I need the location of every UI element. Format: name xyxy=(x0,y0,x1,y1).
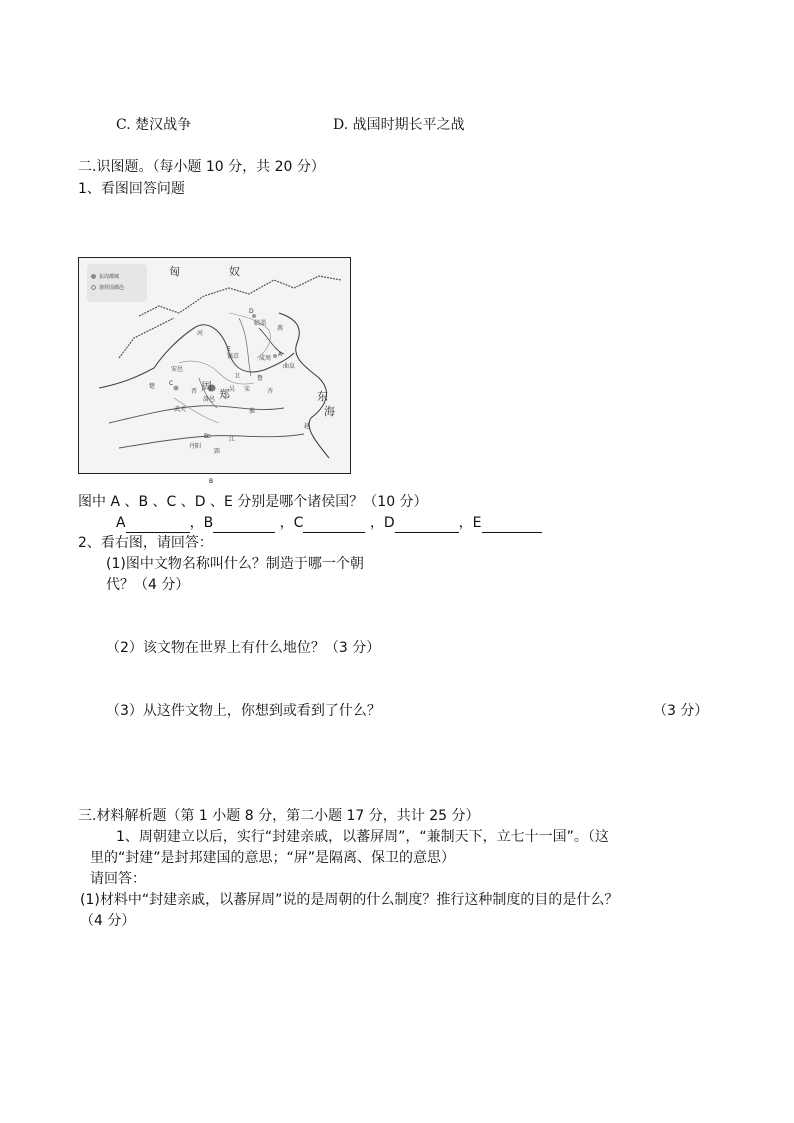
legend-capital-label: 东周都城 xyxy=(99,274,120,280)
legend-row-capital xyxy=(91,274,119,280)
map-label-he: 河 xyxy=(197,330,204,337)
please-answer: 请回答： xyxy=(90,871,146,887)
zhou-map xyxy=(78,257,351,474)
map-label-dong: 东 xyxy=(317,390,328,403)
map-label-anyi: 安邑 xyxy=(171,366,184,373)
s3-sub1-line2: （4 分） xyxy=(80,913,136,929)
map-label-wu: 吴 xyxy=(229,386,236,393)
s3-sub1-line1: (1)材料中“封建亲戚，以蕃屏周”说的是周朝的什么制度？推行这种制度的目的是什么？ xyxy=(80,892,619,908)
map-label-wuguan: 武关 xyxy=(174,406,187,413)
q1-answer-blanks: A ，B ，C ，D ，E xyxy=(116,513,542,533)
map-letter-a: A xyxy=(278,351,283,358)
map-label-danyang: 丹阳 xyxy=(189,443,202,450)
map-label-zhou: 周 xyxy=(201,380,212,393)
blank-c-label: C xyxy=(293,515,304,531)
legend-fief-label: 诸侯国都邑 xyxy=(99,285,125,291)
blank-e-label: E xyxy=(472,515,482,531)
map-label-chengzhou: 成周 xyxy=(259,355,272,362)
map-label-luoyi: 洛邑 xyxy=(203,396,216,403)
blank-a-label: A xyxy=(116,515,126,531)
map-label-qufu: 曲阜 xyxy=(283,363,296,370)
map-letter-b: B xyxy=(204,433,209,440)
map-label-yan: 燕 xyxy=(277,325,284,332)
blank-d-label: D xyxy=(383,515,395,531)
map-label-nu: 奴 xyxy=(229,265,240,278)
map-label-huai: 淮 xyxy=(249,408,256,415)
q2-sub3: （3）从这件文物上，你想到或看到了什么？ xyxy=(106,703,381,719)
map-letter-d: D xyxy=(249,308,254,315)
blank-d-field[interactable] xyxy=(395,518,459,533)
map-label-zheng: 郑 xyxy=(219,388,230,401)
map-label-linzi: 临淄 xyxy=(254,320,267,327)
map-legend xyxy=(87,264,147,302)
q1-title: 1、看图回答问题 xyxy=(78,181,185,197)
map-label-wei: 卫 xyxy=(234,373,241,380)
map-label-ying: 郢 xyxy=(214,448,221,455)
material-line2: 里的“封建”是封邦建国的意思；“屏”是隔离、保卫的意思） xyxy=(90,850,456,866)
q2-sub2: （2）该文物在世界上有什么地位？（3 分） xyxy=(106,640,381,656)
map-label-chu: 楚 xyxy=(149,383,156,390)
blank-b-label: B xyxy=(203,515,214,531)
q1-question: 图中 A 、B 、C 、D 、E 分别是哪个诸侯国？（10 分） xyxy=(78,494,428,510)
blank-b-field[interactable] xyxy=(213,518,275,533)
q2-sub1-line1: (1)图中文物名称叫什么？制造于哪一个朝 xyxy=(106,556,364,572)
map-label-lu: 鲁 xyxy=(257,375,264,382)
map-label-jiang: 江 xyxy=(229,436,236,443)
q2-sub1-line2: 代？（4 分） xyxy=(106,577,190,593)
map-label-qi: 齐 xyxy=(267,388,274,395)
below-map-letter: B xyxy=(209,478,214,485)
section3-heading: 三.材料解析题（第 1 小题 8 分，第二小题 17 分，共计 25 分） xyxy=(78,808,480,824)
map-label-xiong: 匈 xyxy=(169,265,180,278)
blank-e-field[interactable] xyxy=(482,518,542,533)
map-label-jin: 晋 xyxy=(191,388,198,395)
map-letter-c: C xyxy=(169,380,174,387)
blank-c-field[interactable] xyxy=(303,518,365,533)
map-label-yue: 越 xyxy=(304,423,311,430)
legend-row-fief xyxy=(91,285,124,291)
map-label-haojing: 镐京 xyxy=(227,353,240,360)
q2-sub3-score: （3 分） xyxy=(653,703,709,719)
circle-icon xyxy=(91,274,96,279)
blank-a-field[interactable] xyxy=(126,518,190,533)
map-letter-e: E xyxy=(227,346,231,353)
q2-title: 2、看右图，请回答： xyxy=(78,535,213,551)
section2-heading: 二.识图题。（每小题 10 分，共 20 分） xyxy=(78,159,325,175)
circle-outline-icon xyxy=(91,285,96,290)
material-line1: 1、周朝建立以后，实行“封建亲戚，以蕃屏周”，“兼制天下，立七十一国”。（这 xyxy=(116,829,609,845)
map-label-hai: 海 xyxy=(324,405,335,418)
map-label-song: 宋 xyxy=(244,386,251,393)
option-c: C. 楚汉战争 xyxy=(116,117,192,133)
option-d: D. 战国时期长平之战 xyxy=(333,117,465,133)
